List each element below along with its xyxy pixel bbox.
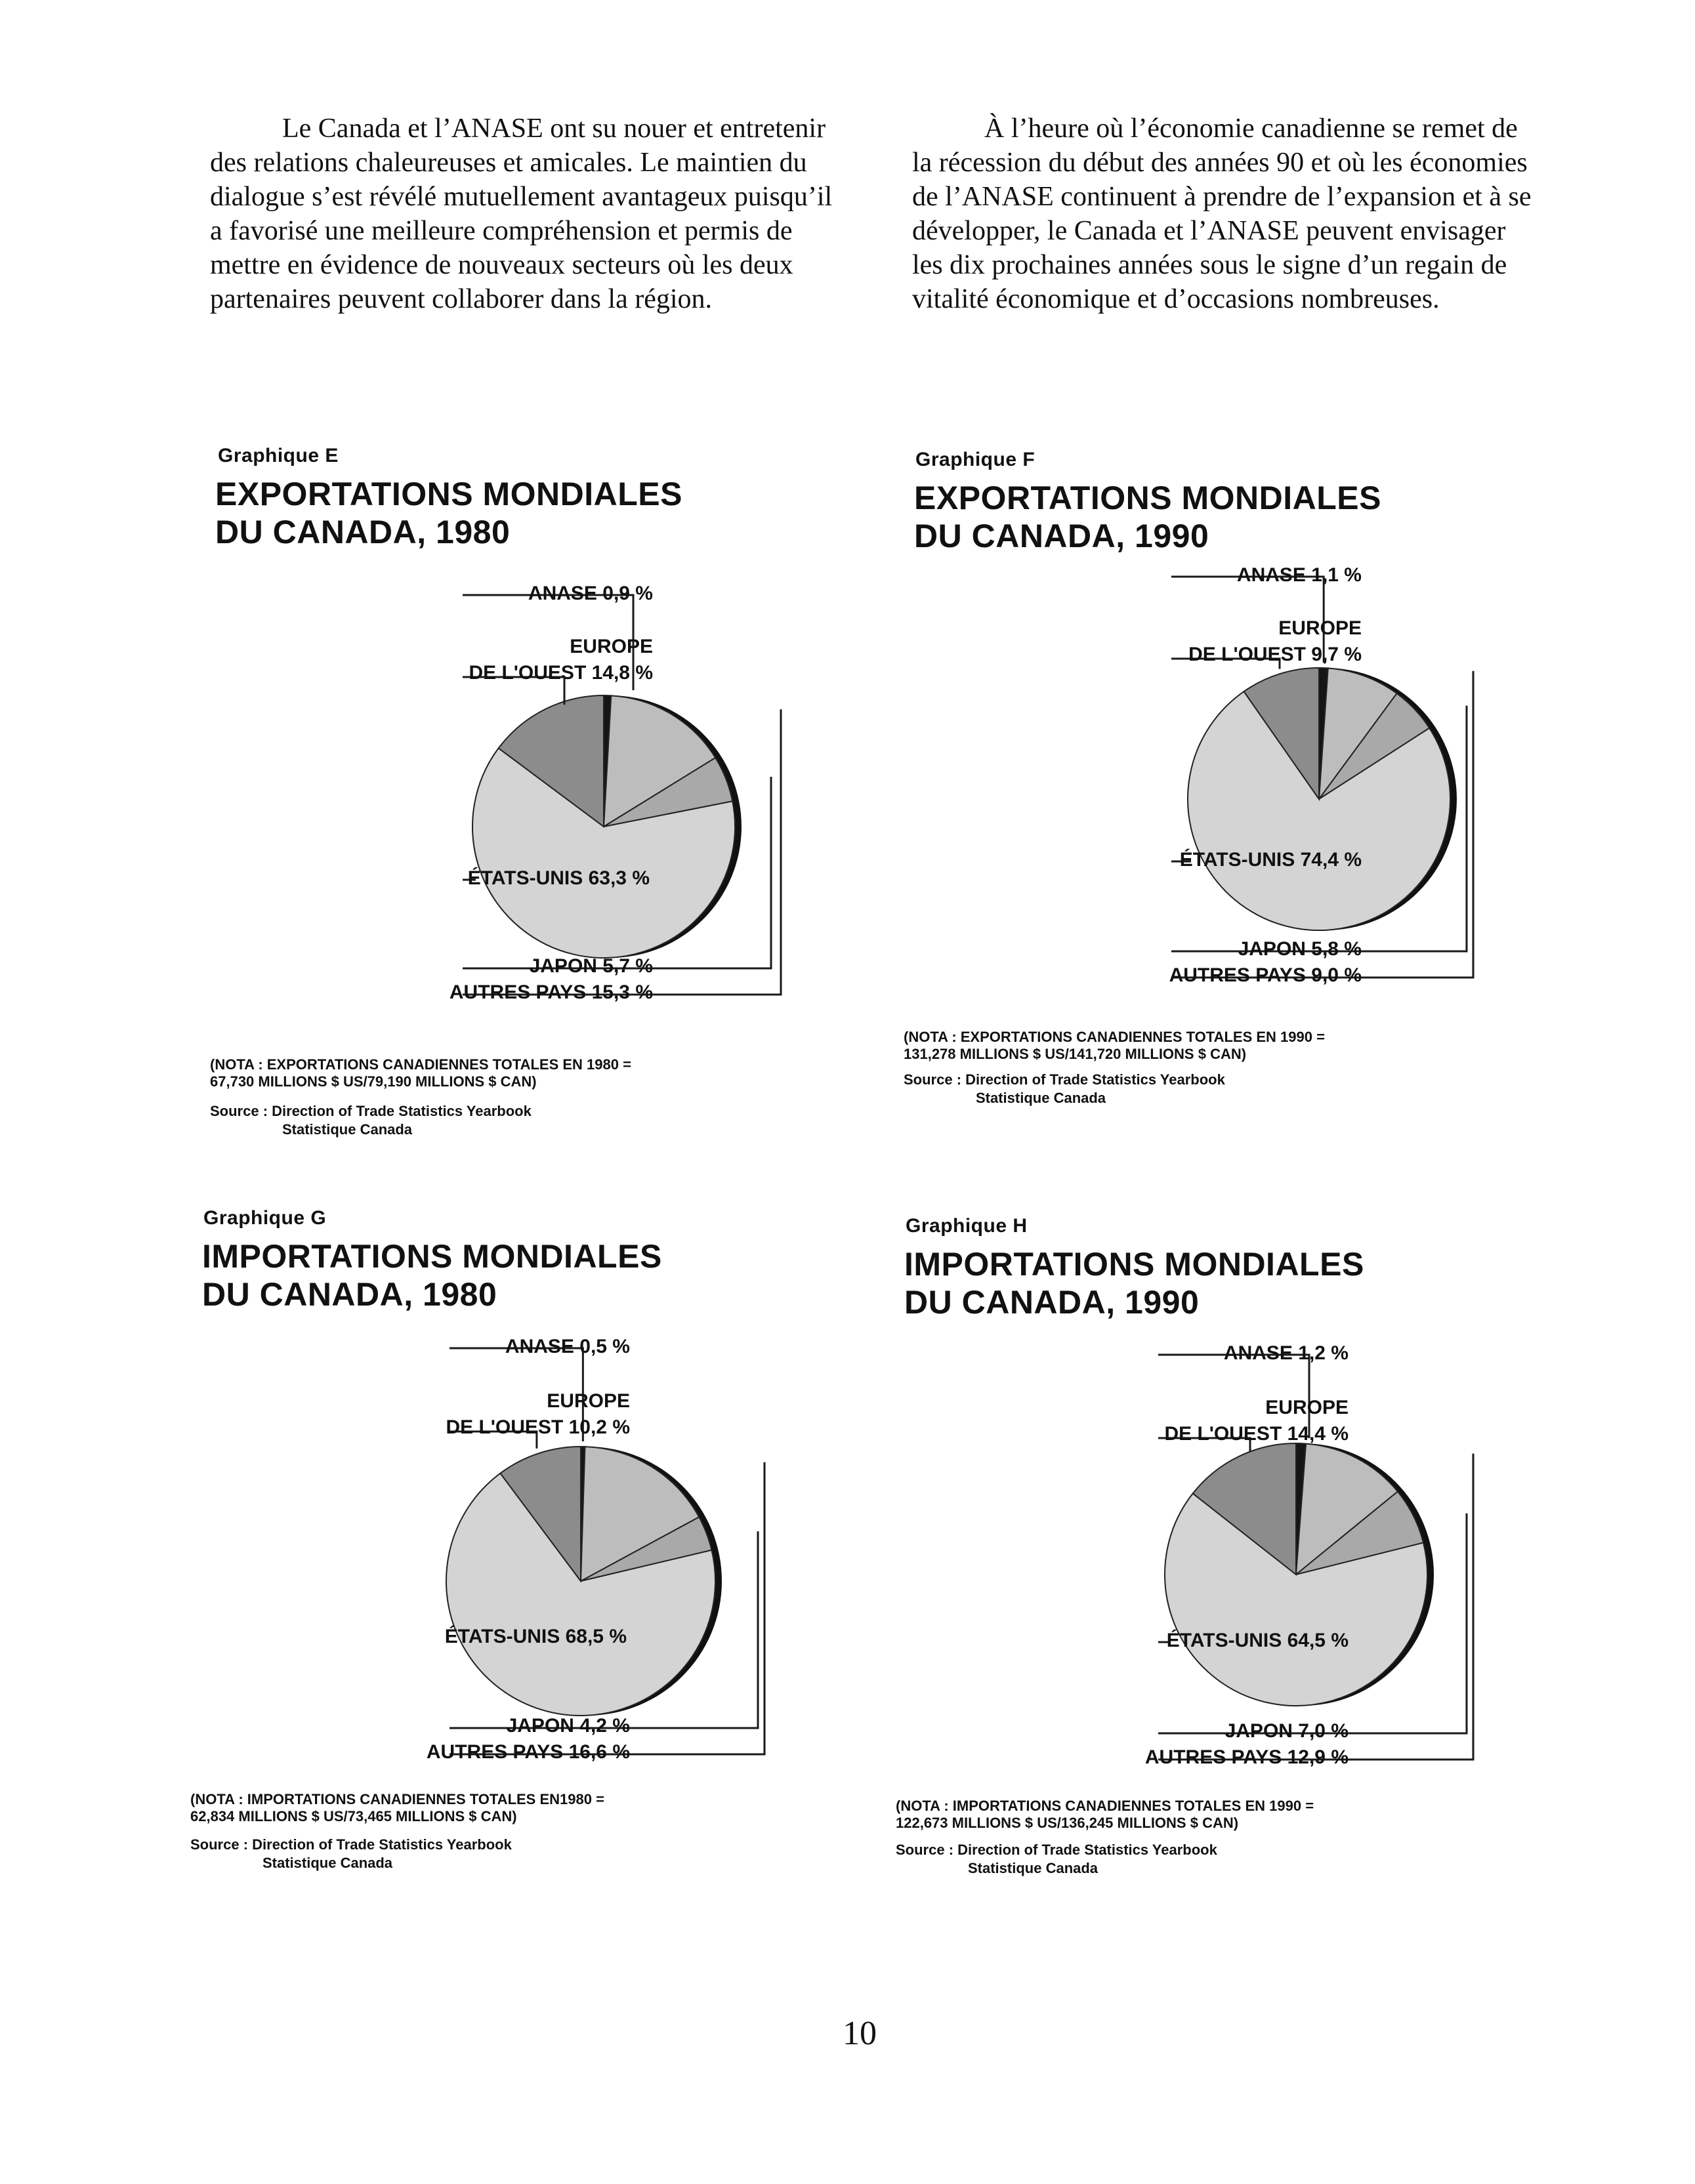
legend-autres-pays: AUTRES PAYS 12,9 %: [1144, 1746, 1349, 1768]
page-number: 10: [843, 2015, 877, 2052]
legend-etats-unis: ÉTATS-UNIS 63,3 %: [467, 867, 650, 889]
legend-anase: ANASE 1,1 %: [1236, 564, 1362, 586]
intro-paragraph-left-text: Le Canada et l’ANASE ont su nouer et entretenir des relations chaleureuses et amicales. Le maintien du dialogue s’est révélé mutuellement avantageux puisqu’il a favorisé une meilleure compréhension et permis de mettre en évidence de nouveaux secteurs où les deux partenaires peuvent collaborer dans la région.: [210, 113, 833, 314]
chart-note: (NOTA : IMPORTATIONS CANADIENNES TOTALES EN1980 = 62,834 MILLIONS $ US/73,465 MILLIONS $ CAN): [190, 1791, 604, 1824]
legend-europe: EUROPE DE L'OUEST 10,2 %: [446, 1390, 630, 1438]
chart-source-line2: Statistique Canada: [262, 1855, 393, 1871]
legend-anase: ANASE 1,2 %: [1223, 1342, 1349, 1364]
chart-source: [896, 1841, 1217, 1878]
intro-paragraph-right-text: À l’heure où l’économie canadienne se remet de la récession du début des années 90 et où les économies de l’ANASE continuent à prendre de l’expansion et à se développer, le Canada et l’ANASE peuvent envisager les dix prochaines années sous le signe d’un regain de vitalité économique et d’occasions nombreuses.: [912, 113, 1532, 314]
chart-f: [904, 440, 1631, 1161]
pie-chart-e: [210, 440, 932, 1161]
chart-note: (NOTA : EXPORTATIONS CANADIENNES TOTALES EN 1980 = 67,730 MILLIONS $ US/79,190 MILLIONS $ CAN): [210, 1056, 631, 1090]
legend-europe: EUROPE DE L'OUEST 9,7 %: [1188, 617, 1362, 665]
chart-label: Graphique H: [906, 1215, 1028, 1237]
chart-source-line2: Statistique Canada: [976, 1090, 1106, 1106]
legend-japon: JAPON 5,7 %: [529, 955, 653, 977]
chart-note: (NOTA : EXPORTATIONS CANADIENNES TOTALES EN 1990 = 131,278 MILLIONS $ US/141,720 MILLIONS $ CAN): [904, 1029, 1325, 1062]
intro-paragraph-right: [912, 112, 1542, 316]
legend-etats-unis: ÉTATS-UNIS 68,5 %: [444, 1626, 627, 1647]
chart-source-line1: Source : Direction of Trade Statistics Yearbook: [190, 1836, 512, 1853]
chart-label: Graphique F: [915, 449, 1036, 470]
chart-source: [904, 1071, 1225, 1107]
legend-etats-unis: ÉTATS-UNIS 74,4 %: [1179, 849, 1362, 871]
legend-autres-pays: AUTRES PAYS 16,6 %: [426, 1741, 630, 1763]
legend-japon: JAPON 4,2 %: [506, 1715, 630, 1737]
intro-paragraph-left: [210, 112, 840, 316]
chart-source-line2: Statistique Canada: [282, 1121, 413, 1138]
legend-anase: ANASE 0,9 %: [528, 583, 653, 604]
chart-title: EXPORTATIONS MONDIALES DU CANADA, 1980: [215, 476, 682, 550]
chart-label: Graphique E: [218, 445, 339, 466]
legend-autres-pays: AUTRES PAYS 9,0 %: [1169, 964, 1362, 986]
chart-note: (NOTA : IMPORTATIONS CANADIENNES TOTALES EN 1990 = 122,673 MILLIONS $ US/136,245 MILLIONS $ CAN): [896, 1798, 1314, 1831]
chart-source-line1: Source : Direction of Trade Statistics Yearbook: [904, 1071, 1225, 1088]
chart-source: [210, 1102, 532, 1139]
chart-e: [210, 440, 932, 1161]
chart-g: [190, 1207, 919, 1929]
chart-title: EXPORTATIONS MONDIALES DU CANADA, 1990: [914, 480, 1381, 554]
chart-h: [896, 1215, 1624, 1937]
chart-source-line1: Source : Direction of Trade Statistics Yearbook: [210, 1103, 532, 1119]
legend-anase: ANASE 0,5 %: [505, 1336, 630, 1357]
chart-source-line1: Source : Direction of Trade Statistics Yearbook: [896, 1842, 1217, 1858]
chart-source: [190, 1836, 512, 1872]
chart-source-line2: Statistique Canada: [968, 1860, 1099, 1876]
legend-japon: JAPON 7,0 %: [1224, 1720, 1349, 1742]
legend-autres-pays: AUTRES PAYS 15,3 %: [449, 981, 653, 1003]
chart-title: IMPORTATIONS MONDIALES DU CANADA, 1980: [202, 1238, 662, 1313]
chart-label: Graphique G: [203, 1207, 327, 1229]
legend-japon: JAPON 5,8 %: [1238, 938, 1362, 960]
legend-europe: EUROPE DE L'OUEST 14,4 %: [1164, 1397, 1349, 1445]
legend-etats-unis: ÉTATS-UNIS 64,5 %: [1166, 1630, 1349, 1651]
chart-title: IMPORTATIONS MONDIALES DU CANADA, 1990: [904, 1246, 1364, 1321]
legend-europe: EUROPE DE L'OUEST 14,8 %: [469, 636, 653, 684]
